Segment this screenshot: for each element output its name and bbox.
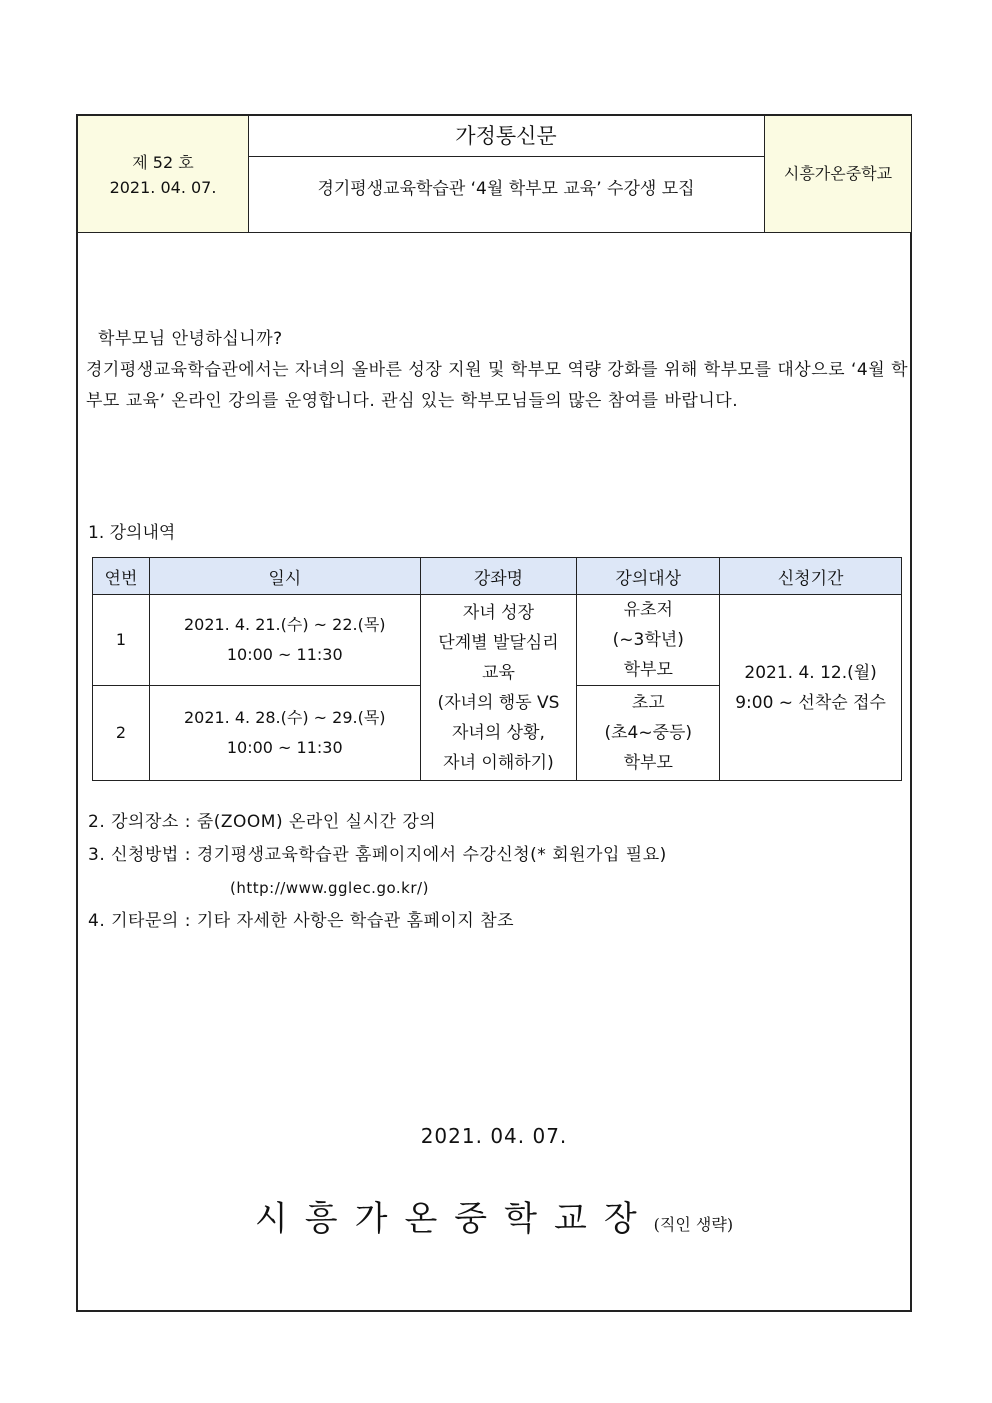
row-datetime (149, 595, 420, 686)
notice-frame (76, 114, 912, 1312)
title-box (248, 116, 764, 232)
lecture-table (92, 557, 902, 781)
info-url[interactable]: (http://www.gglec.go.kr/) (230, 879, 429, 897)
row-date: 2021. 4. 21.(수) ~ 22.(목) (183, 615, 386, 634)
section-title: 1. 강의내역 (88, 523, 176, 543)
target-line: 학부모 (623, 753, 673, 773)
col-header: 일시 (149, 558, 420, 595)
info-place: 2. 강의장소 : 줌(ZOOM) 온라인 실시간 강의 (88, 812, 437, 832)
table-row (93, 595, 902, 686)
signer-name: 시흥가온중학교장 (254, 1199, 654, 1239)
col-header: 신청기간 (720, 558, 902, 595)
header (78, 116, 910, 233)
row-datetime (149, 686, 420, 781)
row-target (577, 686, 720, 781)
period-line: 2021. 4. 12.(월) (744, 662, 877, 683)
col-header: 강좌명 (420, 558, 577, 595)
row-number: 1 (93, 595, 150, 686)
course-line: 자녀 이해하기) (443, 752, 554, 773)
course-line: (자녀의 행동 VS (437, 692, 560, 713)
footer-date: 2021. 04. 07. (420, 1124, 568, 1148)
doc-subject: 경기평생교육학습관 ‘4월 학부모 교육’ 수강생 모집 (317, 179, 695, 199)
col-header: 연번 (93, 558, 150, 595)
row-time: 10:00 ~ 11:30 (226, 738, 343, 757)
row-time: 10:00 ~ 11:30 (226, 645, 343, 664)
issue-number: 제 52 호 (132, 153, 194, 172)
target-line: 유초저 (623, 600, 673, 620)
info-list (88, 806, 667, 938)
col-header: 강의대상 (577, 558, 720, 595)
row-target (577, 595, 720, 686)
target-line: (초4~중등) (604, 723, 693, 743)
signature (78, 1191, 910, 1240)
intro-body: 경기평생교육학습관에서는 자녀의 올바른 성장 지원 및 학부모 역량 강화를 위해 학부모를 대상으로 ‘4월 학부모 교육’ 온라인 강의를 운영합니다. 관심 있는 학부모님들의 많은 참여를 바랍니다. (86, 360, 908, 411)
course-line: 단계별 발달심리 (438, 632, 559, 653)
info-method: 3. 신청방법 : 경기평생교육학습관 홈페이지에서 수강신청(* 회원가입 필요) (88, 845, 667, 865)
doc-type: 가정통신문 (248, 116, 764, 157)
info-etc: 4. 기타문의 : 기타 자세한 사항은 학습관 홈페이지 참조 (88, 911, 515, 931)
period-line: 9:00 ~ 선착순 접수 (735, 692, 886, 713)
row-number: 2 (93, 686, 150, 781)
apply-period (720, 595, 902, 781)
greeting: 학부모님 안녕하십니까? (98, 329, 283, 349)
table-header-row (93, 558, 902, 595)
target-line: 초고 (631, 693, 665, 713)
target-line: (~3학년) (612, 630, 684, 650)
issue-box (78, 116, 249, 232)
course-line: 자녀의 상황, (452, 722, 545, 743)
school-name: 시흥가온중학교 (764, 116, 911, 232)
course-name (420, 595, 577, 781)
course-line: 자녀 성장 (462, 602, 535, 623)
intro (86, 324, 908, 417)
seal-note: (직인 생략) (653, 1215, 734, 1234)
course-line: 교육 (482, 662, 515, 683)
issue-date: 2021. 04. 07. (109, 178, 217, 197)
target-line: 학부모 (623, 660, 673, 680)
row-date: 2021. 4. 28.(수) ~ 29.(목) (183, 708, 386, 727)
